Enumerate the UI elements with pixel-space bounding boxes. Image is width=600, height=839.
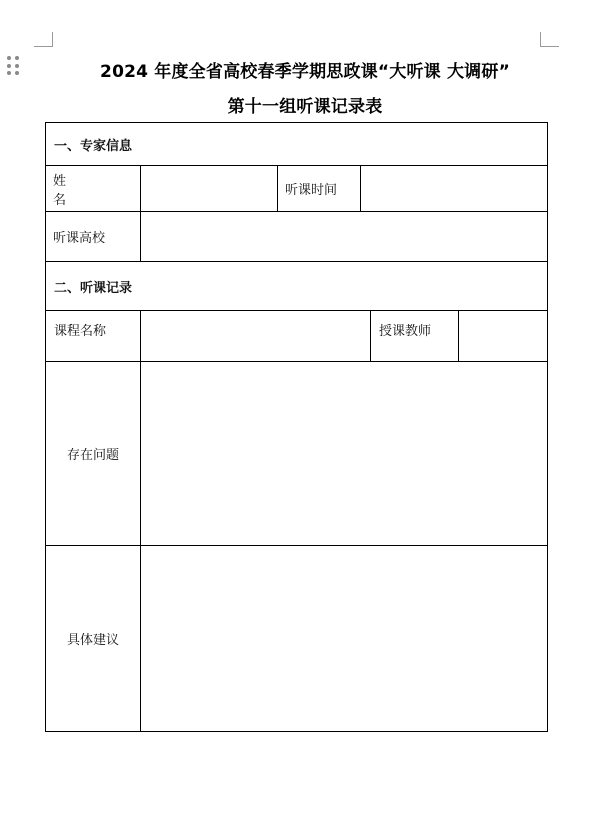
name-field[interactable] — [141, 166, 278, 212]
page-corner-mark-top-left — [34, 32, 53, 47]
section-expert-info-heading: 一、专家信息 — [46, 123, 548, 166]
school-label: 听课高校 — [46, 212, 141, 262]
teacher-field[interactable] — [459, 311, 548, 362]
suggestions-field[interactable] — [141, 546, 548, 732]
table-row — [46, 212, 548, 262]
table-drag-handle-icon[interactable] — [7, 56, 21, 76]
table-row — [46, 123, 548, 166]
issues-field[interactable] — [141, 362, 548, 546]
table-row — [46, 166, 548, 212]
table-row — [46, 362, 548, 546]
course-name-field[interactable] — [141, 311, 371, 362]
issues-label: 存在问题 — [46, 362, 141, 546]
listening-time-field[interactable] — [361, 166, 548, 212]
school-field[interactable] — [141, 212, 548, 262]
table-row — [46, 262, 548, 311]
suggestions-label: 具体建议 — [46, 546, 141, 732]
page-corner-mark-top-right — [540, 32, 559, 47]
table-row — [46, 546, 548, 732]
teacher-label: 授课教师 — [371, 311, 459, 362]
listening-time-label: 听课时间 — [278, 166, 361, 212]
table-row — [46, 311, 548, 362]
document-title: 2024 年度全省高校春季学期思政课“大听课 大调研” — [100, 62, 510, 82]
document-subtitle: 第十一组听课记录表 — [227, 97, 383, 117]
name-label: 姓 名 — [46, 166, 141, 212]
course-name-label: 课程名称 — [46, 311, 141, 362]
section-listening-record-heading: 二、听课记录 — [46, 262, 548, 311]
listening-record-table — [45, 122, 548, 732]
